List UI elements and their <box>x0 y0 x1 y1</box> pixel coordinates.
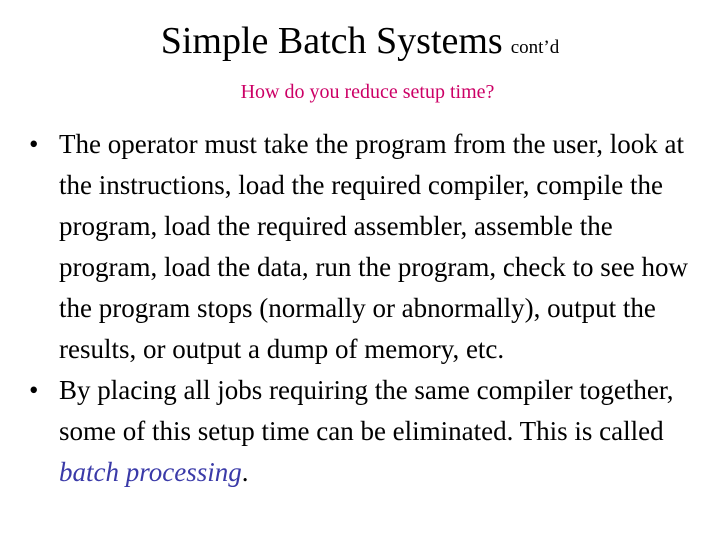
slide-subtitle: How do you reduce setup time? <box>240 81 495 103</box>
bullet-text: By placing all jobs requiring the same compiler together, some of this setup time can be eliminated. This is called <box>59 375 674 446</box>
bullet-text: The operator must take the program from the user, look at the instructions, load the required compiler, compile the program, load the required assembler, assemble the program, load the data, run the program, check to see how the program stops (normally or abnormally), output the results, or output a dump of memory, etc. <box>59 129 689 364</box>
bullet-item <box>0 124 720 370</box>
emphasized-term: batch processing <box>59 457 242 487</box>
slide-title <box>0 22 720 60</box>
bullet-icon: • <box>29 375 39 405</box>
bullet-list <box>0 124 720 493</box>
bullet-item <box>0 370 720 493</box>
title-main: Simple Batch Systems <box>160 20 503 62</box>
bullet-text-end: . <box>241 457 249 487</box>
title-suffix: cont’d <box>510 37 560 58</box>
bullet-icon: • <box>29 129 39 159</box>
